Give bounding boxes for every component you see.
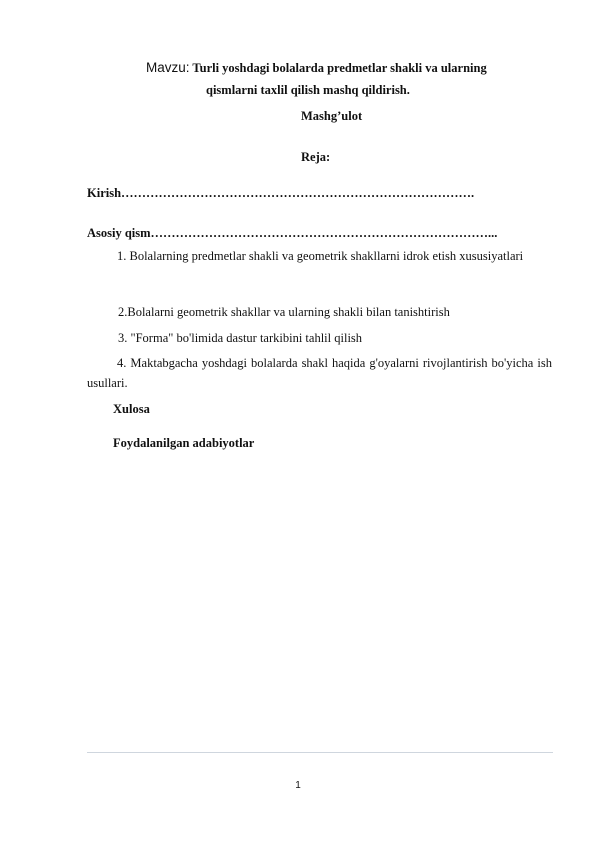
lesson-subtitle: Mashg’ulot (301, 109, 363, 123)
references-entry: Foydalanilgan adabiyotlar (113, 436, 255, 450)
plan-heading: Reja: (301, 150, 331, 164)
plan-item-3: 3. "Forma" bo'limida dastur tarkibini tahlil qilish (118, 331, 363, 345)
plan-item-1: 1. Bolalarning predmetlar shakli va geometrik shakllarni idrok etish xususiyatlari (117, 249, 524, 263)
main-part-entry: Asosiy qism………………………………………………………………………... (87, 226, 498, 240)
topic-text: Turli yoshdagi bolalarda predmetlar shakli va ularning (192, 61, 487, 75)
page-number: 1 (295, 780, 301, 791)
topic-title-line2: qismlarni taxlil qilish mashq qildirish. (206, 83, 410, 97)
conclusion-entry: Xulosa (113, 402, 150, 416)
plan-item-2: 2.Bolalarni geometrik shakllar va ularning shakli bilan tanishtirish (118, 305, 450, 319)
topic-title-line1 (146, 60, 487, 76)
topic-label: Mavzu: (146, 60, 190, 75)
plan-item-4: 4. Maktabgacha yoshdagi bolalarda shakl haqida g'oyalarni rivojlantirish bo'yicha ish usullari. (87, 356, 552, 390)
intro-entry: Kirish…………………………………………………………………………. (87, 186, 475, 200)
footer-divider (87, 752, 553, 753)
